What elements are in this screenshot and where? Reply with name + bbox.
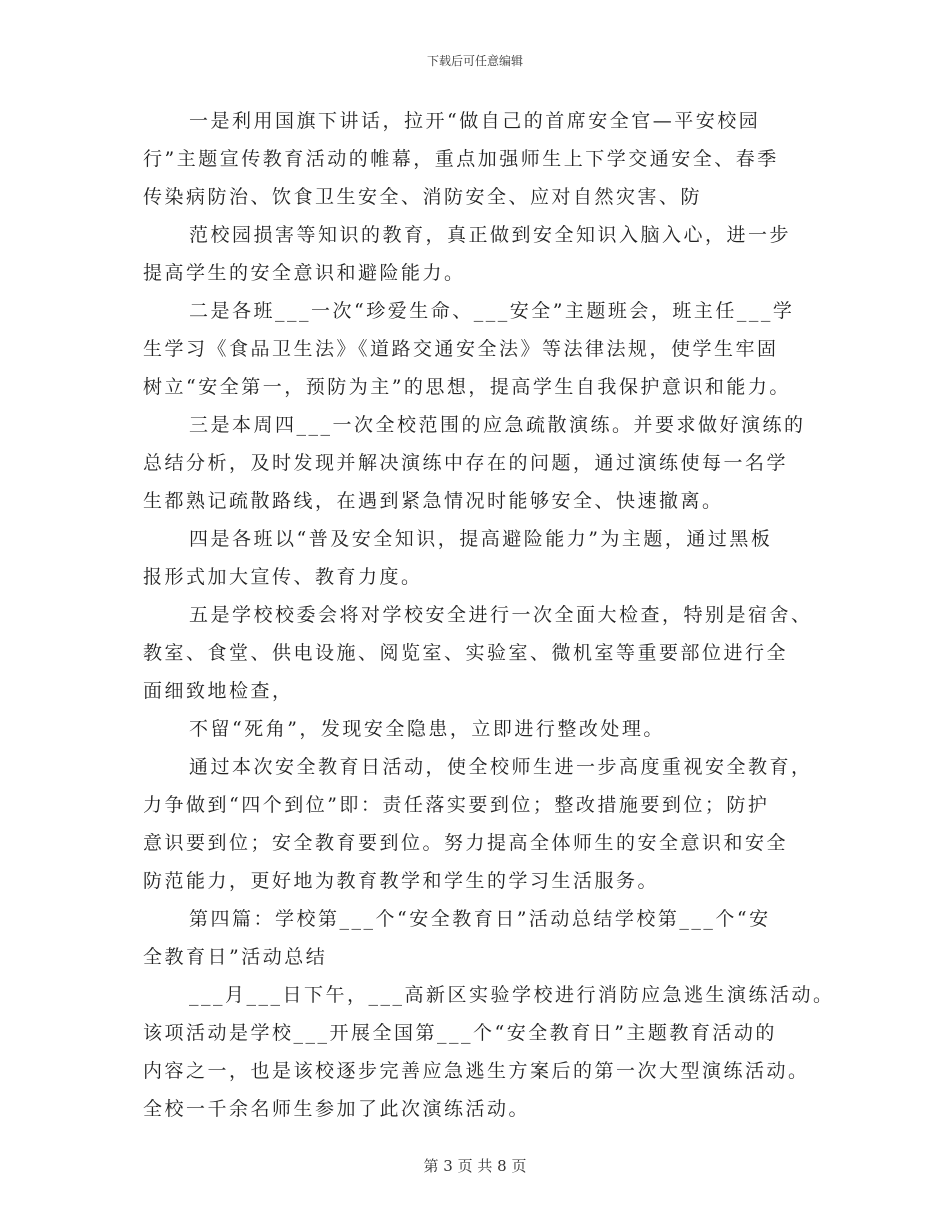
text-line: 生学习《食品卫生法》《道路交通安全法》等法律法规，使学生牢固 [143,338,779,360]
text-line: 范校园损害等知识的教育，真正做到安全知识入脑入心，进一步 [189,224,792,246]
section-heading: 全教育日”活动总结 [143,946,328,968]
text-line: 行”主题宣传教育活动的帷幕，重点加强师生上下学交通安全、春季 [143,148,779,170]
text-line: 教室、食堂、供电设施、阅览室、实验室、微机室等重要部位进行全 [143,642,789,664]
text-line: 防范能力，更好地为教育教学和学生的学习生活服务。 [143,870,660,892]
text-line: 内容之一，也是该校逐步完善应急逃生方案后的第一次大型演练活动。 [143,1060,810,1082]
text-line: 二是各班___一次“珍爱生命、___安全”主题班会，班主任___学 [189,300,795,322]
text-line: 提高学生的安全意识和避险能力。 [143,262,466,284]
text-line: 树立“安全第一，预防为主”的思想，提高学生自我保护意识和能力。 [143,376,791,398]
text-line: 力争做到“四个到位”即：责任落实要到位；整改措施要到位；防护 [143,794,770,816]
text-line: 报形式加大宣传、教育力度。 [143,566,423,588]
text-line: 通过本次安全教育日活动，使全校师生进一步高度重视安全教育， [189,756,813,778]
page-number: 第 3 页 共 8 页 [423,1157,527,1175]
page-header: 下载后可任意编辑 [426,54,523,68]
text-line: 传染病防治、饮食卫生安全、消防安全、应对自然灾害、防 [143,186,703,208]
section-heading: 第四篇：学校第___个“安全教育日”活动总结学校第___个“安 [189,908,771,930]
text-line: 意识要到位；安全教育要到位。努力提高全体师生的安全意识和安全 [143,832,789,854]
text-line: 一是利用国旗下讲话，拉开“做自己的首席安全官—平安校园 [189,110,761,132]
text-line: 总结分析，及时发现并解决演练中存在的问题，通过演练使每一名学 [143,452,789,474]
text-line: 不留“死角”，发现安全隐患，立即进行整改处理。 [189,718,665,740]
text-line: 三是本周四___一次全校范围的应急疏散演练。并要求做好演练的 [189,414,806,436]
text-line: 生都熟记疏散路线，在遇到紧急情况时能够安全、快速撤离。 [143,490,724,512]
text-line: 全校一千余名师生参加了此次演练活动。 [143,1098,531,1120]
text-line: 该项活动是学校___开展全国第___个“安全教育日”主题教育活动的 [143,1022,777,1044]
text-line: 四是各班以“普及安全知识，提高避险能力”为主题，通过黑板 [189,528,773,550]
text-line: ___月___日下午，___高新区实验学校进行消防应急逃生演练活动。 [189,984,835,1006]
text-line: 五是学校校委会将对学校安全进行一次全面大检查，特别是宿舍、 [189,604,813,626]
text-line: 面细致地检查， [143,680,294,702]
